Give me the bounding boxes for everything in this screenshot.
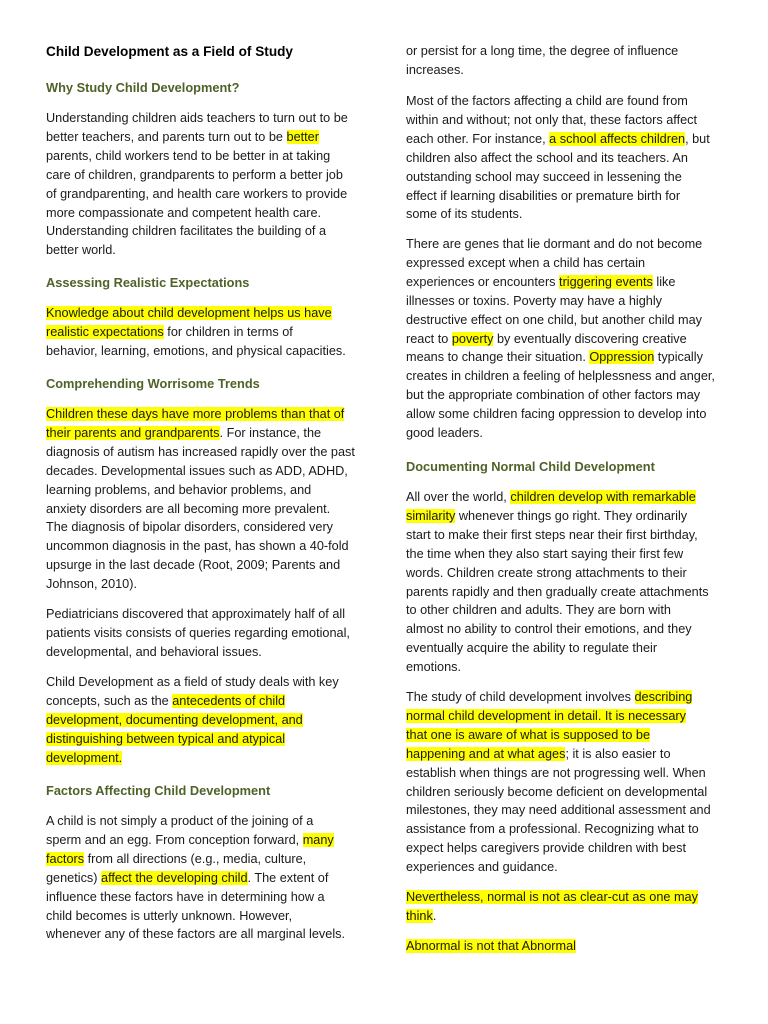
text-line: [46, 241, 348, 260]
highlighted-text: Children these days have more problems than that of: [46, 407, 345, 421]
text-run: The study of child development involves: [406, 690, 635, 704]
text-run: anxiety disorders are all becoming more prevalent.: [46, 501, 331, 516]
text-line: [46, 673, 339, 692]
highlighted-text: distinguishing between typical and atypical: [46, 731, 286, 746]
text-run: A child is not simply a product of the joining of a: [46, 814, 314, 828]
text-run: expect helps caregivers provide children with best: [406, 841, 686, 856]
text-line: [406, 92, 710, 111]
text-run: effect if learning disabilities or premature birth for: [406, 188, 681, 203]
text-run: emotions.: [406, 660, 462, 675]
text-line: [46, 128, 348, 147]
text-line: [406, 386, 715, 405]
text-line: [46, 812, 345, 831]
text-line: [406, 658, 709, 677]
text-run: or persist for a long time, the degree of influence: [406, 44, 679, 58]
highlighted-text: development, documenting development, and: [46, 712, 303, 727]
text-line: [406, 783, 711, 802]
text-run: typically: [654, 350, 703, 365]
text-line: [406, 639, 709, 658]
text-line: [406, 937, 576, 956]
text-line: [406, 42, 678, 61]
highlighted-text: many: [302, 832, 334, 847]
text-run: patients visits consists of queries regarding emotional,: [46, 625, 350, 640]
text-line: [46, 692, 339, 711]
text-run: upsurge in the last decade (Root, 2009; Parents and: [46, 558, 341, 573]
text-line: [406, 620, 709, 639]
text-line: [406, 205, 710, 224]
heading-factors-affecting: Factors Affecting Child Development: [46, 783, 271, 798]
text-run: destructive effect on one child, but another child may: [406, 312, 702, 327]
text-line: [406, 688, 711, 707]
text-run: The diagnosis of bipolar disorders, considered very: [46, 520, 334, 535]
paragraph-factors-affecting: [46, 812, 345, 944]
text-line: [406, 187, 710, 206]
text-line: [46, 405, 355, 424]
text-run: children seriously become deficient on developmental: [406, 784, 708, 799]
text-run: means to change their situation.: [406, 350, 590, 365]
text-run: care of children, grandparents to perform a better job: [46, 167, 343, 182]
paragraph-worrisome-trends: [46, 405, 355, 594]
text-line: [46, 109, 348, 128]
text-run: influence these factors have in determining how a: [46, 889, 325, 904]
text-run: Pediatricians discovered that approximately half of all: [46, 607, 346, 621]
highlighted-text: development.: [46, 750, 123, 765]
text-line: [46, 730, 339, 749]
text-run: creates in children a feeling of helplessness and anger,: [406, 369, 715, 384]
highlighted-text: better: [286, 129, 319, 144]
text-run: sperm and an egg. From conception forward,: [46, 832, 303, 847]
text-run: good leaders.: [406, 426, 483, 441]
text-run: All over the world,: [406, 490, 511, 504]
text-line: [46, 624, 350, 643]
text-run: ; it is also easier to: [565, 746, 671, 761]
text-line: [406, 235, 715, 254]
text-run: some of its students.: [406, 207, 523, 222]
text-line: [46, 575, 355, 594]
text-line: [406, 348, 715, 367]
text-run: . For instance, the: [219, 425, 322, 440]
text-run: experiences and guidance.: [406, 860, 558, 875]
text-line: [406, 858, 711, 877]
text-line: [46, 462, 355, 481]
text-line: [406, 111, 710, 130]
text-line: [46, 711, 339, 730]
text-run: the time when they also start saying their first few: [406, 546, 684, 561]
paragraph-normal-not-clear: [406, 888, 698, 926]
text-run: Understanding children facilitates the building of a: [46, 224, 327, 239]
paragraph-develop-similarity: [406, 488, 709, 677]
highlighted-text: children develop with remarkable: [510, 490, 696, 504]
highlighted-text: a school affects children: [549, 131, 686, 146]
text-run: concepts, such as the: [46, 693, 173, 708]
text-run: start to make their first steps near their first birthday,: [406, 527, 698, 542]
text-run: Child Development as a field of study deals with key: [46, 675, 339, 689]
highlighted-text: similarity: [406, 508, 456, 523]
text-line: [406, 330, 715, 349]
text-line: [46, 342, 346, 361]
heading-assessing-expectations: Assessing Realistic Expectations: [46, 275, 250, 290]
heading-worrisome-trends: Comprehending Worrisome Trends: [46, 376, 260, 391]
text-line: [406, 907, 698, 926]
paragraph-abnormal: [406, 937, 576, 956]
text-run: genetics): [46, 870, 102, 885]
text-run: of grandparenting, and health care workers to provide: [46, 186, 348, 201]
text-line: [46, 556, 355, 575]
text-run: expressed except when a child has certain: [406, 255, 646, 270]
text-line: [406, 707, 711, 726]
highlighted-text: Abnormal is not that Abnormal: [406, 939, 576, 953]
text-line: [406, 292, 715, 311]
text-run: to other children and adults. They are born with: [406, 603, 671, 618]
text-line: [46, 323, 346, 342]
highlighted-text: triggering events: [559, 274, 653, 289]
text-line: [46, 304, 346, 323]
highlighted-text: happening and at what ages: [406, 746, 566, 761]
text-line: [406, 367, 715, 386]
text-run: better world.: [46, 243, 116, 258]
text-line: [406, 801, 711, 820]
text-run: for children in terms of: [163, 324, 293, 339]
text-line: [406, 168, 710, 187]
text-run: within and without; not only that, these factors affect: [406, 112, 698, 127]
text-line: [406, 839, 711, 858]
text-line: [406, 507, 709, 526]
paragraph-dormant-genes: [406, 235, 715, 443]
text-line: [406, 583, 709, 602]
paragraph-factors-within: [406, 92, 710, 224]
text-line: [46, 749, 339, 768]
paragraph-why-study: [46, 109, 348, 260]
text-run: from all directions (e.g., media, culture,: [84, 851, 307, 866]
highlighted-text: antecedents of child: [172, 693, 286, 708]
highlighted-text: normal child development in detail. It is necessary: [406, 708, 686, 723]
text-line: [46, 147, 348, 166]
text-line: [406, 149, 710, 168]
text-run: react to: [406, 331, 452, 346]
text-line: [46, 888, 345, 907]
heading-why-study: Why Study Child Development?: [46, 80, 240, 95]
text-run: better teachers, and parents turn out to be: [46, 129, 287, 144]
text-line: [46, 500, 355, 519]
text-run: assistance from a professional. Recognizing what to: [406, 822, 699, 837]
paragraph-persist: [406, 42, 678, 80]
text-line: [46, 424, 355, 443]
text-line: [406, 526, 709, 545]
text-run: . The extent of: [247, 870, 329, 885]
text-run: illnesses or toxins. Poverty may have a highly: [406, 293, 662, 308]
text-line: [406, 254, 715, 273]
text-line: [406, 405, 715, 424]
highlighted-text: describing: [634, 690, 693, 704]
text-run: eventually acquire the ability to regulate their: [406, 641, 658, 656]
text-run: almost no ability to control their emotions, and they: [406, 622, 692, 637]
text-run: decades. Developmental issues such as ADD, ADHD,: [46, 463, 348, 478]
text-line: [406, 564, 709, 583]
text-line: [406, 311, 715, 330]
text-run: child becomes is utterly unknown. However,: [46, 908, 293, 923]
text-run: whenever any of these factors are all marginal levels.: [46, 927, 346, 942]
document-title: Child Development as a Field of Study: [46, 44, 293, 59]
text-line: [406, 764, 711, 783]
text-run: by eventually discovering creative: [493, 331, 687, 346]
highlighted-text: factors: [46, 851, 85, 866]
text-line: [406, 888, 698, 907]
text-run: like: [652, 274, 676, 289]
text-run: behavior, learning, emotions, and physical capacities.: [46, 343, 346, 358]
text-line: [406, 745, 711, 764]
text-run: parents rapidly and then gradually create attachments: [406, 584, 709, 599]
paragraph-study-involves: [406, 688, 711, 877]
text-line: [46, 222, 348, 241]
text-run: Johnson, 2010).: [46, 577, 137, 592]
highlighted-text: Nevertheless, normal is not as clear-cut as one may: [406, 890, 698, 904]
highlighted-text: realistic expectations: [46, 324, 164, 339]
text-line: [46, 925, 345, 944]
highlighted-text: poverty: [451, 331, 494, 346]
text-line: [46, 643, 350, 662]
text-line: [406, 424, 715, 443]
paragraph-key-concepts: [46, 673, 339, 768]
text-line: [46, 869, 345, 888]
text-run: outstanding school may succeed in lessening the: [406, 169, 682, 184]
text-run: milestones, they may need additional assessment and: [406, 803, 711, 818]
text-line: [46, 185, 348, 204]
heading-documenting-development: Documenting Normal Child Development: [406, 459, 655, 474]
text-run: learning problems, and behavior problems, and: [46, 482, 312, 497]
text-run: whenever things go right. They ordinarily: [455, 508, 688, 523]
text-run: experiences or encounters: [406, 274, 560, 289]
text-run: uncommon diagnosis in the past, has shown a 40-fold: [46, 539, 349, 554]
text-run: Most of the factors affecting a child are found from: [406, 94, 688, 108]
text-line: [46, 850, 345, 869]
text-run: children also affect the school and its teachers. An: [406, 150, 688, 165]
text-run: diagnosis of autism has increased rapidly over the past: [46, 444, 355, 459]
text-line: [406, 726, 711, 745]
text-line: [406, 545, 709, 564]
text-run: allow some children facing oppression to develop into: [406, 407, 707, 422]
text-line: [406, 601, 709, 620]
text-line: [406, 820, 711, 839]
text-line: [46, 166, 348, 185]
text-line: [406, 488, 709, 507]
text-run: words. Children create strong attachments to their: [406, 565, 687, 580]
text-line: [406, 61, 678, 80]
text-line: [46, 605, 350, 624]
text-line: [46, 907, 345, 926]
text-line: [46, 518, 355, 537]
text-run: each other. For instance,: [406, 131, 550, 146]
text-line: [46, 481, 355, 500]
text-run: more compassionate and competent health care.: [46, 205, 322, 220]
paragraph-assessing-expectations: [46, 304, 346, 361]
text-line: [46, 443, 355, 462]
text-run: increases.: [406, 62, 464, 77]
text-line: [406, 273, 715, 292]
highlighted-text: think: [406, 908, 433, 923]
highlighted-text: Knowledge about child development helps us have: [46, 306, 332, 320]
text-run: establish when things are not progressing well. When: [406, 765, 706, 780]
text-run: developmental, and behavioral issues.: [46, 644, 262, 659]
text-run: parents, child workers tend to be better in at taking: [46, 148, 331, 163]
text-run: but the appropriate combination of other factors may: [406, 388, 701, 403]
text-run: , but: [685, 131, 710, 146]
text-run: Understanding children aids teachers to turn out to be: [46, 111, 348, 125]
highlighted-text: affect the developing child: [101, 870, 248, 885]
paragraph-pediatricians: [46, 605, 350, 662]
highlighted-text: Oppression: [589, 350, 655, 365]
highlighted-text: their parents and grandparents: [46, 425, 220, 440]
text-line: [46, 204, 348, 223]
text-line: [46, 537, 355, 556]
text-line: [46, 831, 345, 850]
highlighted-text: that one is aware of what is supposed to be: [406, 727, 651, 742]
text-run: There are genes that lie dormant and do not become: [406, 237, 703, 251]
text-run: .: [432, 908, 437, 923]
text-line: [406, 130, 710, 149]
